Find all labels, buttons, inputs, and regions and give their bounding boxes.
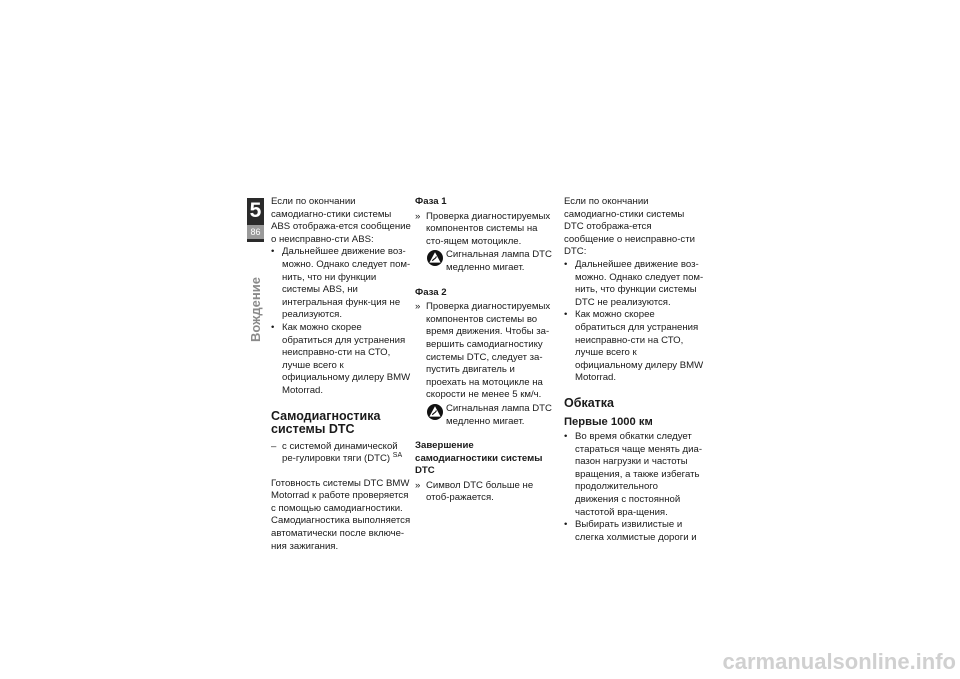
list-item-text: Проверка диагностируемых компонентов системы на сто-ящем мотоцикле. (426, 210, 551, 247)
phase1-title: Фаза 1 (415, 196, 447, 207)
dtc-warning-lamp-icon (426, 249, 444, 267)
list-item-text: Во время обкатки следует стараться чаще менять диа-пазон нагрузки и частоты вращения, а также избегать продолжительного движения с постоянной частотой вра-щения. (575, 431, 703, 518)
dtc-intro: Если по окончании самодиагно-стики системы DTC отобража-ется сообщение о неисправно-сти DTC: (564, 196, 695, 258)
list-item (564, 519, 704, 544)
list-item-text: Проверка диагностируемых компонентов системы во время движения. Чтобы за-вершить самодиагностику системы DTC, следует за-пустить двигатель и проехать на мотоцикле на скорости не менее 5 км/ч. (426, 301, 551, 401)
list-item (415, 211, 555, 249)
phase1-list (415, 211, 555, 249)
bullet-marker: • (564, 519, 568, 531)
dtc-bullets (564, 259, 704, 385)
dtc-warning-lamp-icon (426, 403, 444, 421)
dash-marker: – (271, 440, 277, 452)
list-item (564, 309, 704, 385)
bullet-marker: • (564, 309, 568, 321)
abs-intro: Если по окончании самодиагно-стики системы ABS отобража-ется сообщение о неисправно-сти ABS: (271, 196, 411, 245)
column-1 (271, 196, 411, 553)
bullet-marker: • (271, 246, 275, 258)
chapter-tab (247, 198, 264, 242)
bullet-marker: • (564, 258, 568, 270)
break-in-heading: Обкатка (564, 395, 614, 410)
column-2 (415, 196, 555, 505)
list-item (564, 259, 704, 309)
list-item-text: Дальнейшее движение воз-можно. Однако следует пом-нить, что функции системы DTC не реализуются. (575, 258, 704, 308)
sa-superscript: SA (392, 452, 403, 460)
list-item (415, 480, 555, 505)
section-label: Вождение (248, 277, 263, 342)
dtc-readiness-para: Готовность системы DTC BMW Motorrad к работе проверяется с помощью самодиагностики. Самодиагностика выполняется автоматически после включе-ния зажигания. (271, 477, 411, 552)
list-item-text: Символ DTC больше не отоб-ражается. (426, 479, 534, 504)
list-item-text: Как можно скорее обратиться для устранения неисправно-сти на СТО, лучше всего к официальному дилеру BMW Motorrad. (575, 309, 704, 384)
list-item (271, 322, 411, 398)
bullet-marker: • (564, 431, 568, 442)
phase2-list (415, 301, 555, 402)
list-item (564, 431, 704, 519)
arrow-marker: » (415, 210, 421, 222)
end-selfdiag-title: Завершение самодиагностики системы DTC (415, 440, 543, 477)
list-item (415, 301, 555, 402)
end-list (415, 480, 555, 505)
dtc-selfdiag-heading: Самодиагностика системы DTC (271, 408, 381, 436)
dtc-option-list (271, 441, 411, 466)
phase2-title: Фаза 2 (415, 286, 447, 298)
chapter-number: 5 (249, 199, 262, 222)
dtc-lamp-note (426, 403, 555, 428)
bullet-marker: • (271, 321, 275, 333)
arrow-marker: » (415, 301, 421, 313)
column-3 (564, 196, 704, 544)
break-in-bullets (564, 431, 704, 544)
list-item-text: Выбирать извилистые и слегка холмистые дороги и (575, 519, 697, 543)
list-item (271, 246, 411, 322)
list-item-text: Дальнейшее движение воз-можно. Однако следует пом-нить, что ни функции системы ABS, ни интегральная функ-ция не реализуются. (282, 246, 411, 321)
list-item-text: Как можно скорее обратиться для устранения неисправно-сти на СТО, лучше всего к официальному дилеру BMW Motorrad. (282, 321, 411, 396)
dtc-option-text: с системой динамической ре-гулировки тяги (DTC) (282, 440, 398, 465)
abs-bullets (271, 246, 411, 397)
list-item (271, 441, 411, 466)
first-1000km-subheading: Первые 1000 км (564, 416, 653, 429)
dtc-lamp-text: Сигнальная лампа DTC медленно мигает. (446, 402, 552, 427)
page-number: 86 (247, 225, 264, 239)
arrow-marker: » (415, 479, 421, 491)
watermark: carmanualsonline.info (722, 649, 956, 674)
dtc-lamp-note (426, 249, 555, 274)
dtc-lamp-text: Сигнальная лампа DTC медленно мигает. (446, 249, 552, 273)
